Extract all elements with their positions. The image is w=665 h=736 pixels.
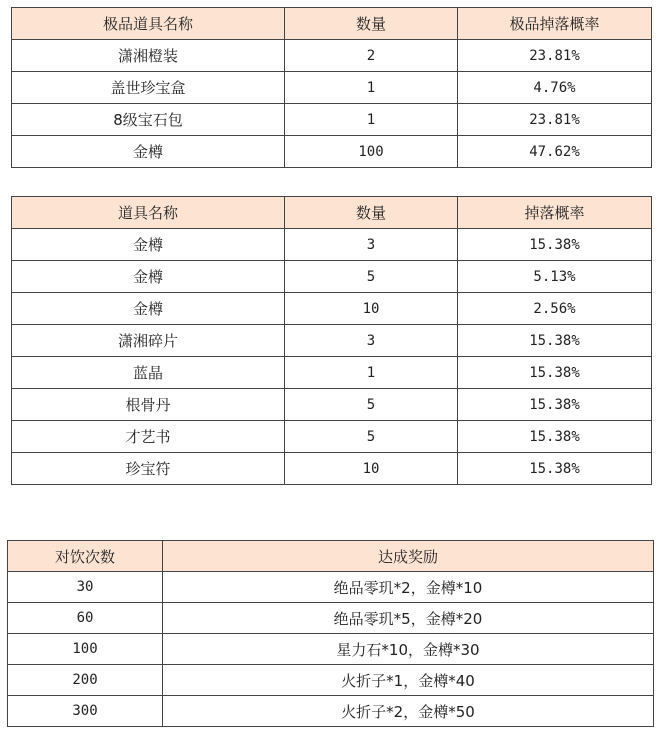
table-row — [12, 453, 652, 485]
quantity-cell: 1 — [285, 72, 458, 104]
table-row — [8, 603, 654, 634]
quantity-cell: 3 — [285, 229, 458, 261]
item-name-cell: 珍宝符 — [12, 453, 285, 485]
table-row — [12, 229, 652, 261]
drink-count-cell: 60 — [8, 603, 163, 634]
table-row — [8, 696, 654, 727]
item-name-cell: 金樽 — [12, 261, 285, 293]
drop-rate-cell: 23.81% — [458, 40, 652, 72]
item-name-cell: 蓝晶 — [12, 357, 285, 389]
table-row — [12, 40, 652, 72]
quantity-cell: 1 — [285, 357, 458, 389]
drop-rate-cell: 15.38% — [458, 453, 652, 485]
quantity-cell: 10 — [285, 293, 458, 325]
header-reward: 达成奖励 — [163, 541, 654, 572]
drink-rewards-table — [7, 540, 654, 727]
drop-rate-cell: 15.38% — [458, 421, 652, 453]
drop-rate-cell: 5.13% — [458, 261, 652, 293]
item-name-cell: 潇湘橙装 — [12, 40, 285, 72]
drop-rate-cell: 2.56% — [458, 293, 652, 325]
item-name-cell: 金樽 — [12, 229, 285, 261]
reward-cell: 绝品零玑*5，金樽*20 — [163, 603, 654, 634]
drop-rate-cell: 4.76% — [458, 72, 652, 104]
header-quantity: 数量 — [285, 197, 458, 229]
table-row — [12, 421, 652, 453]
item-name-cell: 根骨丹 — [12, 389, 285, 421]
header-drop-rate: 极品掉落概率 — [458, 8, 652, 40]
quantity-cell: 100 — [285, 136, 458, 168]
table-row — [12, 104, 652, 136]
table-row — [12, 261, 652, 293]
drop-rate-cell: 15.38% — [458, 357, 652, 389]
drop-rate-cell: 15.38% — [458, 229, 652, 261]
drink-count-cell: 200 — [8, 665, 163, 696]
table-row — [8, 634, 654, 665]
table-row — [8, 572, 654, 603]
table-header-row — [12, 197, 652, 229]
header-item-name: 极品道具名称 — [12, 8, 285, 40]
quantity-cell: 10 — [285, 453, 458, 485]
item-name-cell: 8级宝石包 — [12, 104, 285, 136]
quantity-cell: 1 — [285, 104, 458, 136]
header-quantity: 数量 — [285, 8, 458, 40]
item-name-cell: 才艺书 — [12, 421, 285, 453]
reward-cell: 星力石*10，金樽*30 — [163, 634, 654, 665]
item-name-cell: 盖世珍宝盒 — [12, 72, 285, 104]
table-header-row — [12, 8, 652, 40]
drink-count-cell: 30 — [8, 572, 163, 603]
quantity-cell: 5 — [285, 421, 458, 453]
item-name-cell: 潇湘碎片 — [12, 325, 285, 357]
header-item-name: 道具名称 — [12, 197, 285, 229]
quantity-cell: 5 — [285, 389, 458, 421]
quantity-cell: 3 — [285, 325, 458, 357]
header-drop-rate: 掉落概率 — [458, 197, 652, 229]
table-row — [8, 665, 654, 696]
reward-cell: 火折子*2，金樽*50 — [163, 696, 654, 727]
items-drop-table — [11, 196, 652, 485]
table-row — [12, 389, 652, 421]
drop-rate-cell: 23.81% — [458, 104, 652, 136]
top-items-drop-table — [11, 7, 652, 168]
item-name-cell: 金樽 — [12, 293, 285, 325]
table-row — [12, 72, 652, 104]
item-name-cell: 金樽 — [12, 136, 285, 168]
quantity-cell: 5 — [285, 261, 458, 293]
table-row — [12, 325, 652, 357]
header-drink-count: 对饮次数 — [8, 541, 163, 572]
table-header-row — [8, 541, 654, 572]
table-row — [12, 293, 652, 325]
drop-rate-cell: 15.38% — [458, 325, 652, 357]
drop-rate-cell: 47.62% — [458, 136, 652, 168]
reward-cell: 火折子*1，金樽*40 — [163, 665, 654, 696]
table-row — [12, 136, 652, 168]
drink-count-cell: 300 — [8, 696, 163, 727]
reward-cell: 绝品零玑*2，金樽*10 — [163, 572, 654, 603]
quantity-cell: 2 — [285, 40, 458, 72]
table-row — [12, 357, 652, 389]
drink-count-cell: 100 — [8, 634, 163, 665]
drop-rate-cell: 15.38% — [458, 389, 652, 421]
